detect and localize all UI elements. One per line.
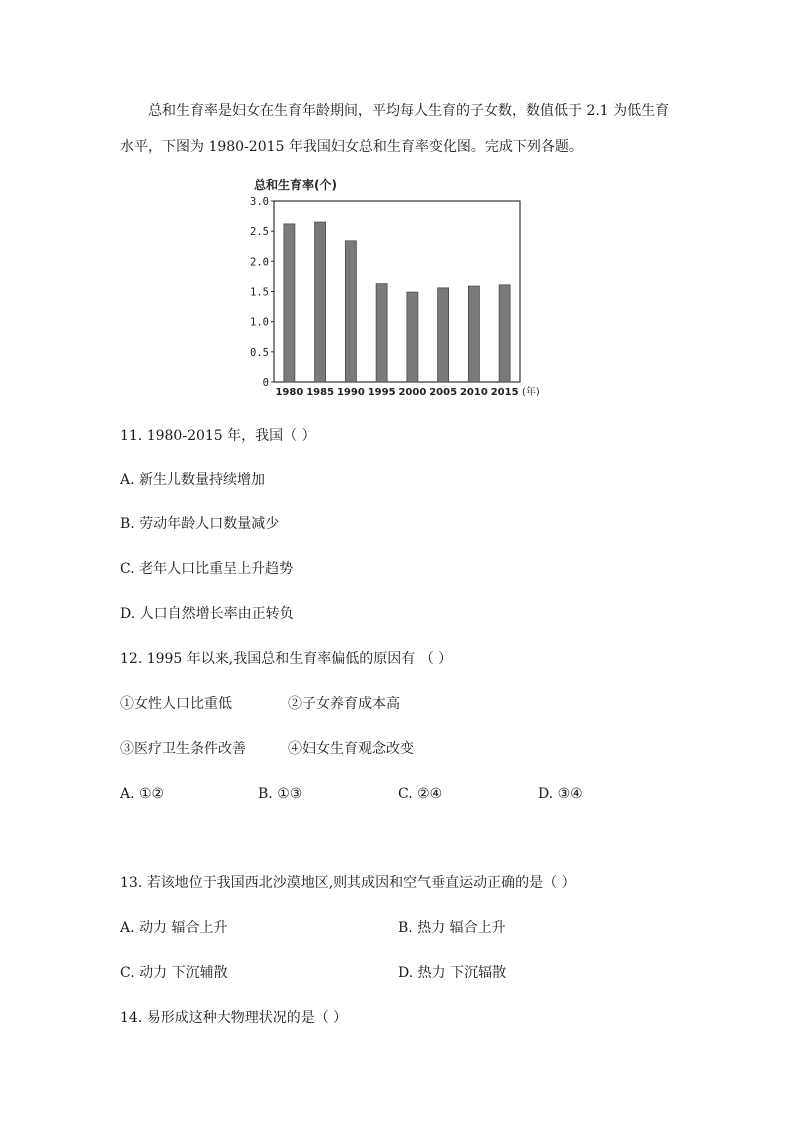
q12-option-d[interactable]: D. ③④ [538,786,583,802]
q12-statement-4: ④妇女生育观念改变 [288,741,414,757]
bar-2010 [468,286,479,382]
y-tick-label: 1.0 [250,316,269,329]
q12-option-a[interactable]: A. ①② [120,786,165,802]
bar-1990 [345,241,356,382]
q12-option-c[interactable]: C. ②④ [398,786,443,802]
x-tick-label-1995: 1995 [367,387,396,398]
intro-line-2: 水平，下图为 1980-2015 年我国妇女总和生育率变化图。完成下列各题。 [120,139,583,155]
q11-option-d[interactable]: D. 人口自然增长率由正转负 [120,606,294,622]
x-axis-unit-label: (年) [522,387,540,398]
q12-statement-3: ③医疗卫生条件改善 [120,741,246,757]
q12-statement-1: ①女性人口比重低 [120,696,232,712]
y-axis [250,196,274,389]
plot-frame [274,201,520,382]
q13-stem: 13. 若该地位于我国西北沙漠地区,则其成因和空气垂直运动正确的是（ ） [120,875,576,891]
y-tick-label: 2.0 [250,256,269,269]
bar-2005 [438,288,449,382]
bar-2015 [499,285,510,382]
q11-option-a[interactable]: A. 新生儿数量持续增加 [120,472,266,488]
y-tick-label: 3.0 [250,196,269,208]
x-tick-label-2005: 2005 [429,387,458,398]
x-axis [275,387,518,398]
bars [284,222,510,382]
chart-title: 总和生育率(个) [254,178,337,192]
x-tick-label-1990: 1990 [336,387,365,398]
intro-line-1: 总和生育率是妇女在生育年龄期间，平均每人生育的子女数，数值低于 2.1 为低生育 [148,103,670,119]
y-tick-label: 2.5 [250,226,269,239]
bar-2000 [407,292,418,382]
bar-1980 [284,224,295,382]
q13-option-d[interactable]: D. 热力 下沉辐散 [398,965,507,981]
x-tick-label-2010: 2010 [459,387,488,398]
bar-1995 [376,284,387,382]
q11-option-b[interactable]: B. 劳动年龄人口数量减少 [120,516,280,532]
x-tick-label-2015: 2015 [490,387,519,398]
x-tick-label-1980: 1980 [275,387,304,398]
q11-stem: 11. 1980-2015 年，我国（ ） [120,428,316,444]
q14-stem: 14. 易形成这种大物理状况的是（ ） [120,1010,348,1026]
y-tick-label: 1.5 [250,286,269,299]
q13-option-c[interactable]: C. 动力 下沉辅散 [120,965,228,981]
q12-option-b[interactable]: B. ①③ [258,786,303,802]
q11-option-c[interactable]: C. 老年人口比重呈上升趋势 [120,561,294,577]
q13-option-b[interactable]: B. 热力 辐合上升 [398,920,506,936]
q12-statement-2: ②子女养育成本高 [288,696,400,712]
q13-option-a[interactable]: A. 动力 辐合上升 [120,920,228,936]
x-tick-label-2000: 2000 [398,387,427,398]
fertility-rate-chart [232,172,552,402]
y-tick-label: 0.5 [250,346,269,359]
y-tick-label: 0 [262,377,269,389]
bar-1985 [315,222,326,382]
q12-stem: 12. 1995 年以来,我国总和生育率偏低的原因有 （ ） [120,651,453,667]
x-tick-label-1985: 1985 [306,387,335,398]
